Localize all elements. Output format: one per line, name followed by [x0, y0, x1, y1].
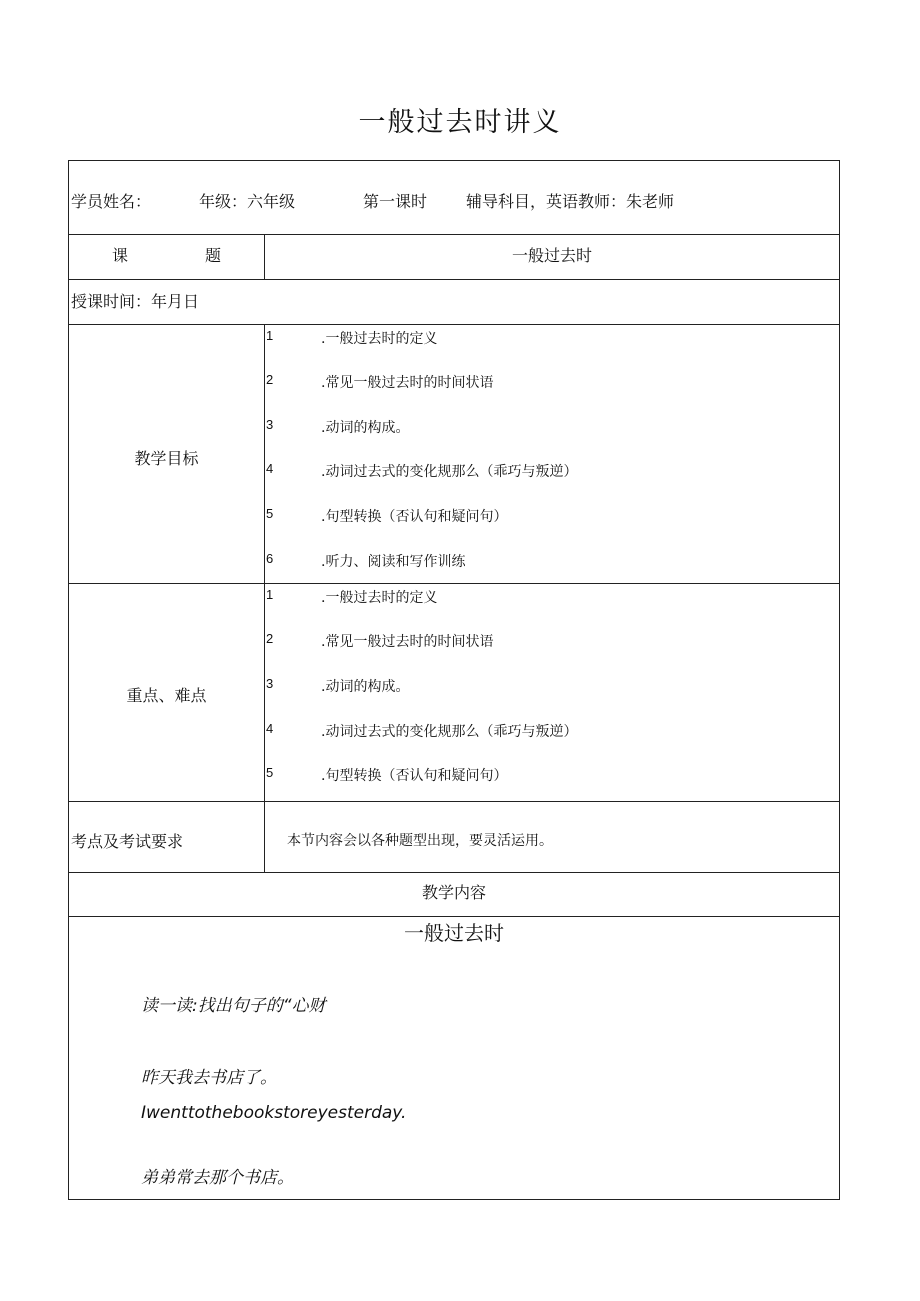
lesson-plan-table — [68, 160, 840, 1200]
page-title: 一般过去时讲义 — [358, 107, 562, 138]
keypoints-label: 重点、难点 — [126, 686, 207, 705]
content-body — [69, 917, 839, 1199]
content-line: Iwenttothebookstoreyesterday. — [141, 1103, 407, 1123]
time-row — [69, 280, 839, 325]
keypoints-label-cell — [69, 584, 265, 801]
info-row — [69, 161, 839, 235]
keypoint-number: 5 — [266, 765, 274, 780]
keypoint-item — [265, 631, 839, 651]
keypoint-item — [265, 765, 839, 785]
goal-text: .听力、阅读和写作训练 — [321, 554, 466, 570]
goals-label-cell — [69, 325, 265, 583]
grade-label: 年级：六年级 — [199, 192, 296, 211]
keypoint-number: 2 — [266, 631, 274, 646]
goal-item — [265, 461, 839, 481]
goal-number: 4 — [266, 461, 274, 476]
goal-item — [265, 551, 839, 571]
goal-item — [265, 372, 839, 392]
goal-item — [265, 417, 839, 437]
content-heading: 一般过去时 — [404, 921, 504, 945]
exam-row — [69, 802, 839, 873]
keypoint-number: 1 — [266, 587, 274, 602]
exam-label: 考点及考试要求 — [71, 832, 184, 851]
goal-text: .一般过去时的定义 — [321, 331, 438, 347]
content-line: 读一读:找出句子的“心财 — [141, 996, 326, 1016]
topic-label-cell — [69, 235, 265, 279]
goal-text: .动词过去式的变化规那么（乖巧与叛逆） — [321, 464, 578, 480]
keypoint-text: .句型转换（否认句和疑问句） — [321, 768, 508, 784]
goal-text: .句型转换（否认句和疑问句） — [321, 509, 508, 525]
exam-value: 本节内容会以各种题型出现，要灵活运用。 — [287, 833, 553, 849]
keypoint-item — [265, 587, 839, 607]
student-name-label: 学员姓名： — [71, 192, 152, 211]
keypoint-number: 4 — [266, 721, 274, 736]
topic-value-cell — [265, 235, 839, 279]
goal-item — [265, 328, 839, 348]
goal-text: .常见一般过去时的时间状语 — [321, 375, 494, 391]
keypoint-text: .动词的构成。 — [321, 679, 410, 695]
topic-label: 课 题 — [111, 246, 258, 265]
goal-number: 3 — [266, 417, 274, 432]
goal-number: 1 — [266, 328, 274, 343]
exam-label-cell — [69, 802, 265, 872]
class-time-label: 授课时间：年月日 — [71, 292, 200, 311]
goals-label: 教学目标 — [134, 449, 199, 468]
content-line: 昨天我去书店了。 — [141, 1068, 277, 1088]
goal-number: 6 — [266, 551, 274, 566]
exam-value-cell — [265, 802, 839, 872]
goals-list — [265, 325, 839, 583]
lesson-label: 第一课时 — [363, 192, 428, 211]
content-line: 弟弟常去那个书店。 — [141, 1168, 294, 1188]
keypoint-text: .动词过去式的变化规那么（乖巧与叛逆） — [321, 724, 578, 740]
goal-item — [265, 506, 839, 526]
content-header-row — [69, 873, 839, 917]
topic-row — [69, 235, 839, 280]
keypoint-text: .常见一般过去时的时间状语 — [321, 634, 494, 650]
keypoint-item — [265, 676, 839, 696]
keypoint-number: 3 — [266, 676, 274, 691]
goal-text: .动词的构成。 — [321, 420, 410, 436]
content-header: 教学内容 — [421, 883, 486, 902]
subject-teacher-label: 辅导科目，英语教师：朱老师 — [466, 192, 675, 211]
topic-value: 一般过去时 — [511, 246, 592, 265]
keypoint-text: .一般过去时的定义 — [321, 590, 438, 606]
keypoints-row — [69, 584, 839, 802]
keypoint-item — [265, 721, 839, 741]
keypoints-list — [265, 584, 839, 801]
goal-number: 5 — [266, 506, 274, 521]
goal-number: 2 — [266, 372, 274, 387]
goals-row — [69, 325, 839, 584]
